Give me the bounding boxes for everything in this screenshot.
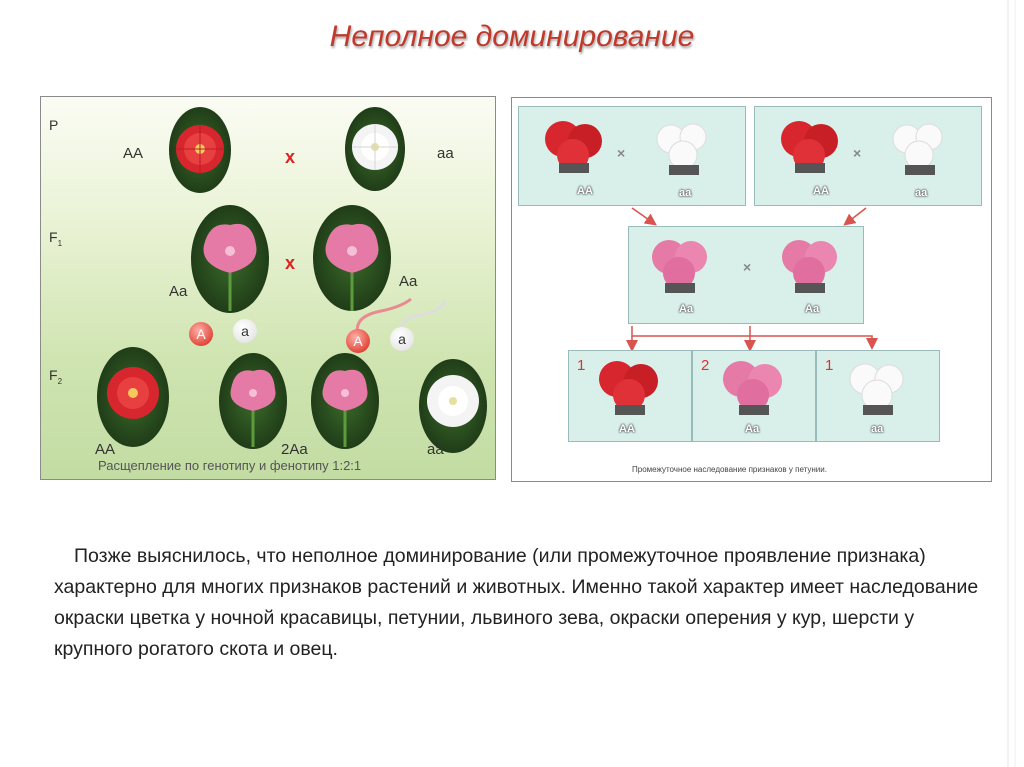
generation-p-label: P (49, 117, 59, 133)
ratio-number: 1 (577, 357, 586, 374)
cross-symbol: × (853, 145, 862, 161)
p-right-genotype: aa (437, 145, 454, 162)
petunia-cross-diagram (511, 97, 992, 482)
f2-genotype-recessive: aa (427, 441, 444, 458)
body-paragraph: Позже выяснилось, что неполное доминирование (или промежуточное проявление признака) характерно для многих признаков растений и животных. Именно такой характер имеет наследование окраски цветка у ночной красавицы, петунии, львиного зева, окраски оперения у кур, шерсти у крупного рогатого скота и овец. (54, 545, 979, 660)
ratio-number: 2 (701, 357, 710, 374)
genotype-label: aa (915, 187, 928, 199)
p-left-genotype: AA (123, 145, 144, 162)
genotype-label: AA (577, 185, 593, 197)
gamete-dominant: A (189, 322, 213, 346)
right-diagram-caption: Промежуточное наследование признаков у петунии. (632, 465, 827, 474)
generation-f2-label: $F_2$ (49, 367, 63, 386)
pink-petunia-image (645, 233, 715, 295)
f2-offspring-box (692, 350, 816, 442)
ratio-number: 1 (825, 357, 834, 374)
pink-petunia-image (775, 233, 845, 295)
slide-title: Неполное доминирование (329, 20, 695, 53)
gamete-recessive: a (233, 319, 257, 343)
genotype-label: AA (619, 423, 635, 435)
f2-offspring-box (816, 350, 940, 442)
f2-offspring-box (568, 350, 692, 442)
pink-flower-image (219, 353, 287, 449)
f1-left-genotype: Aa (169, 283, 188, 300)
white-flower-image (345, 107, 405, 191)
f2-genotype-heterozygous: 2Aa (281, 441, 308, 458)
gamete-recessive: a (390, 327, 414, 351)
f2-genotype-aa-dominant: AA (95, 441, 116, 458)
pink-flower-image (191, 205, 269, 313)
f1-cross-box (628, 226, 864, 324)
red-flower-image (169, 107, 231, 193)
pink-petunia-image (717, 355, 793, 419)
f1-cross-symbol: x (285, 253, 296, 273)
left-diagram-caption: Расщепление по генотипу и фенотипу 1:2:1 (98, 458, 362, 473)
genotype-label: Aa (679, 303, 694, 315)
red-flower-image (97, 347, 169, 447)
slide-frame-decoration (1006, 0, 1024, 767)
f1-right-genotype: Aa (399, 273, 418, 290)
genotype-label: AA (813, 185, 829, 197)
genotype-label: aa (679, 187, 692, 199)
white-flower-image (419, 359, 487, 453)
night-beauty-cross-diagram (40, 96, 496, 480)
red-petunia-image (593, 355, 669, 419)
pink-flower-image (313, 205, 391, 311)
cross-symbol: × (617, 145, 626, 161)
genotype-label: Aa (745, 423, 760, 435)
p-cross-symbol: x (285, 147, 296, 167)
white-petunia-image (841, 355, 917, 419)
pink-flower-image (311, 353, 379, 449)
gamete-dominant: A (346, 329, 370, 353)
genotype-label: Aa (805, 303, 820, 315)
cross-symbol: × (743, 259, 752, 275)
generation-f1-label: $F_1$ (49, 229, 63, 248)
genotype-label: aa (871, 423, 884, 435)
